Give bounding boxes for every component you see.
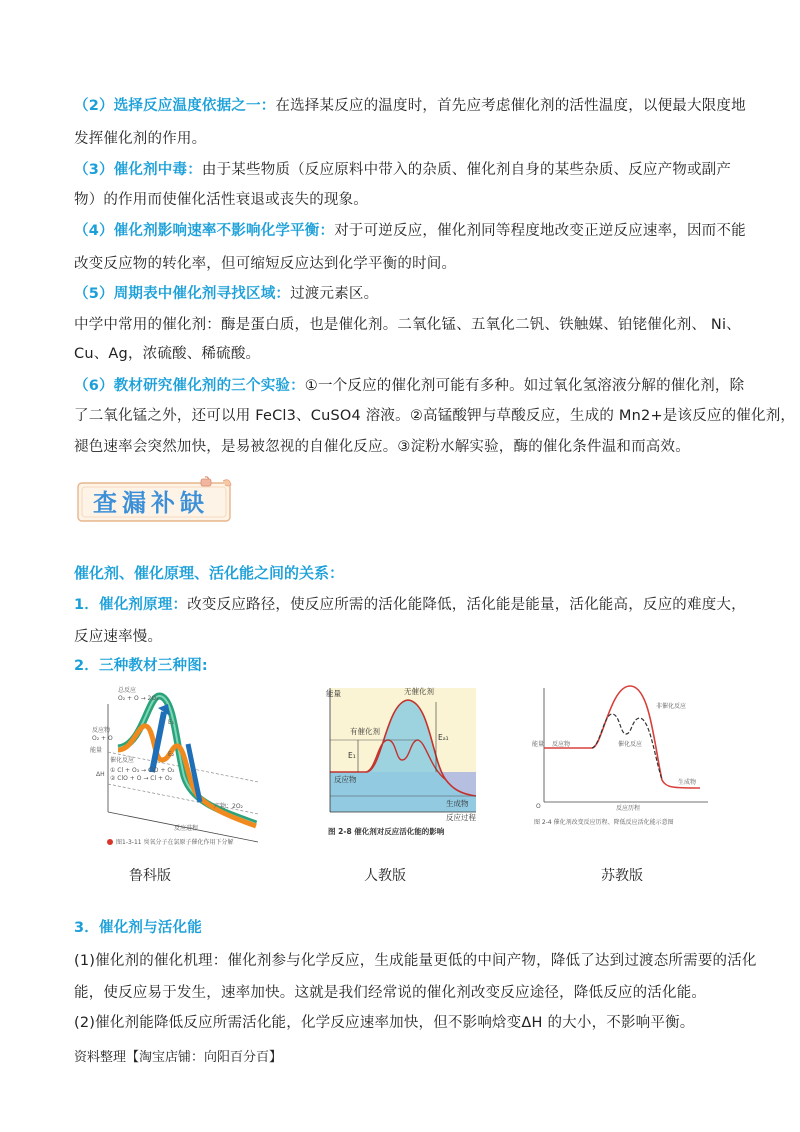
item-3b-line-1: (2)催化剂能降低反应所需活化能，化学反应速率加快，但不影响焓变ΔH 的大小，不影响平衡。 — [74, 1015, 695, 1031]
para-2-label: （2）选择反应温度依据之一： — [74, 98, 276, 114]
lk-cat-label: 催化反应 — [110, 757, 135, 764]
sj-product-label: 生成物 — [678, 779, 697, 786]
para-3-text: 由于某些物质（反应原料中带入的杂质、催化剂自身的某些杂质、反应产物或副产 — [201, 162, 732, 178]
caption-lk: 鲁科版 — [129, 868, 171, 884]
item-3a-line-1: (1)催化剂的催化机理：催化剂参与化学反应，生成能量更低的中间产物，降低了达到过渡态所需要的活化 — [74, 953, 757, 969]
item-1-text: 改变反应路径，使反应所需的活化能降低，活化能是能量，活化能高，反应的难度大， — [187, 597, 746, 613]
rj-reactant-label: 反应物 — [334, 775, 357, 784]
figure-rj-diagram — [326, 684, 484, 838]
para-6-label: （6）教材研究催化剂的三个实验： — [74, 378, 305, 394]
figure-lk-diagram — [88, 684, 266, 848]
lk-start-label: 反应物 — [92, 727, 111, 734]
para-4-line-2: 改变反应物的转化率，但可缩短反应达到化学平衡的时间。 — [74, 256, 457, 272]
lk-axis-y-label: 能量 — [90, 747, 103, 754]
sj-cat-label: 催化反应 — [618, 741, 643, 748]
lk-dh-label: ΔH — [96, 771, 105, 778]
para-6-text: ①一个反应的催化剂可能有多种。如过氧化氢溶液分解的催化剂，除 — [304, 378, 745, 394]
lk-top-eq: O₂ + O → 2O₃ — [118, 695, 159, 702]
figure-sj — [532, 684, 712, 834]
para-3-line-2: 物）的作用而使催化活性衰退或丧失的现象。 — [74, 192, 368, 208]
rj-product-label: 生成物 — [446, 799, 469, 808]
banner-title: 查漏补缺 — [93, 488, 209, 517]
lk-step-1: ① Cl + O₃ → ClO + O₂ — [110, 767, 175, 774]
section-heading: 催化剂、催化原理、活化能之间的关系： — [74, 564, 345, 582]
para-5b-line-2: Cu、Ag，浓硫酸、稀硫酸。 — [74, 346, 261, 362]
rj-e1-label: E₁ — [348, 751, 356, 760]
sj-no-cat-label: 非催化反应 — [656, 703, 687, 710]
caption-rj: 人教版 — [364, 868, 406, 884]
item-3a-line-2: 能，使反应易于发生，速率加快。这就是我们经常说的催化剂改变反应途径，降低反应的活化能。 — [74, 985, 707, 1001]
rj-no-cat-label: 无催化剂 — [404, 687, 434, 696]
rj-e2-label: Eₐ₁ — [438, 733, 449, 742]
para-3-line-1 — [74, 160, 740, 180]
para-4-label: （4）催化剂影响速率不影响化学平衡： — [74, 223, 335, 239]
para-5-line-1 — [74, 284, 740, 304]
lk-axis-x-label: 反应进程 — [174, 825, 199, 832]
para-6-line-2: 了二氧化锰之外，还可以用 FeCl3、CuSO4 溶液。②高锰酸钾与草酸反应，生成的 Mn2+是该反应的催化剂， — [74, 408, 796, 424]
sj-origin-label: O — [536, 803, 541, 810]
lk-step-2: ② ClO + O → Cl + O₂ — [110, 775, 173, 782]
item-1-line-1 — [74, 595, 746, 615]
lk-fig-caption: 图1-3-11 臭氧分子在氯原子催化作用下分解 — [116, 839, 234, 846]
item-3-label: 3．催化剂与活化能 — [74, 920, 202, 936]
rj-y-label: 能量 — [326, 689, 341, 698]
rj-fig-caption: 图 2-8 催化剂对反应活化能的影响 — [328, 827, 445, 836]
para-2-line-1 — [74, 96, 746, 116]
lk-start-eq: O₂ + O — [92, 735, 113, 742]
rj-x-label: 反应过程 — [446, 813, 476, 822]
footer-note: 资料整理【淘宝店铺：向阳百分百】 — [74, 1050, 283, 1065]
lk-e1-label: E₁ — [168, 719, 175, 726]
para-4-text: 对于可逆反应，催化剂同等程度地改变正逆反应速率，因而不能 — [334, 223, 746, 239]
para-5-text: 过渡元素区。 — [290, 286, 379, 302]
para-3-label: （3）催化剂中毒： — [74, 162, 202, 178]
lk-top-label: 总反应 — [118, 687, 137, 694]
figure-rj — [326, 684, 484, 838]
para-5-label: （5）周期表中催化剂寻找区域： — [74, 286, 291, 302]
sj-x-label: 反应历程 — [616, 805, 641, 812]
para-4-line-1 — [74, 221, 746, 241]
para-5b-line-1: 中学中常用的催化剂：酶是蛋白质，也是催化剂。二氧化锰、五氧化二钒、铁触媒、铂铑催化剂、 Ni、 — [74, 317, 741, 333]
sj-fig-caption: 图 2-4 催化剂改变反应历程、降低反应活化能示意图 — [534, 819, 674, 826]
para-6-line-3: 褪色速率会突然加快，是易被忽视的自催化反应。③淀粉水解实验，酶的催化条件温和而高效。 — [74, 439, 690, 455]
figure-sj-diagram — [532, 684, 712, 834]
lk-product-label: 产物：2O₂ — [214, 803, 243, 810]
item-1-label: 1．催化剂原理： — [74, 597, 188, 613]
section-banner — [75, 475, 235, 525]
para-6-line-1 — [74, 376, 745, 396]
sj-reactant-label: 反应物 — [552, 741, 571, 748]
para-2-text: 在选择某反应的温度时，首先应考虑催化剂的活性温度，以便最大限度地 — [275, 98, 746, 114]
sj-y-label: 能量 — [532, 741, 545, 748]
rj-cat-label: 有催化剂 — [350, 727, 380, 736]
item-1-line-2: 反应速率慢。 — [74, 629, 163, 645]
item-2-label: 2．三种教材三种图: — [74, 658, 208, 674]
caption-sj: 苏教版 — [601, 868, 643, 884]
para-2-line-2: 发挥催化剂的作用。 — [74, 131, 207, 147]
lk-e2-label: E₂ — [168, 751, 175, 758]
figure-lk — [88, 684, 266, 848]
